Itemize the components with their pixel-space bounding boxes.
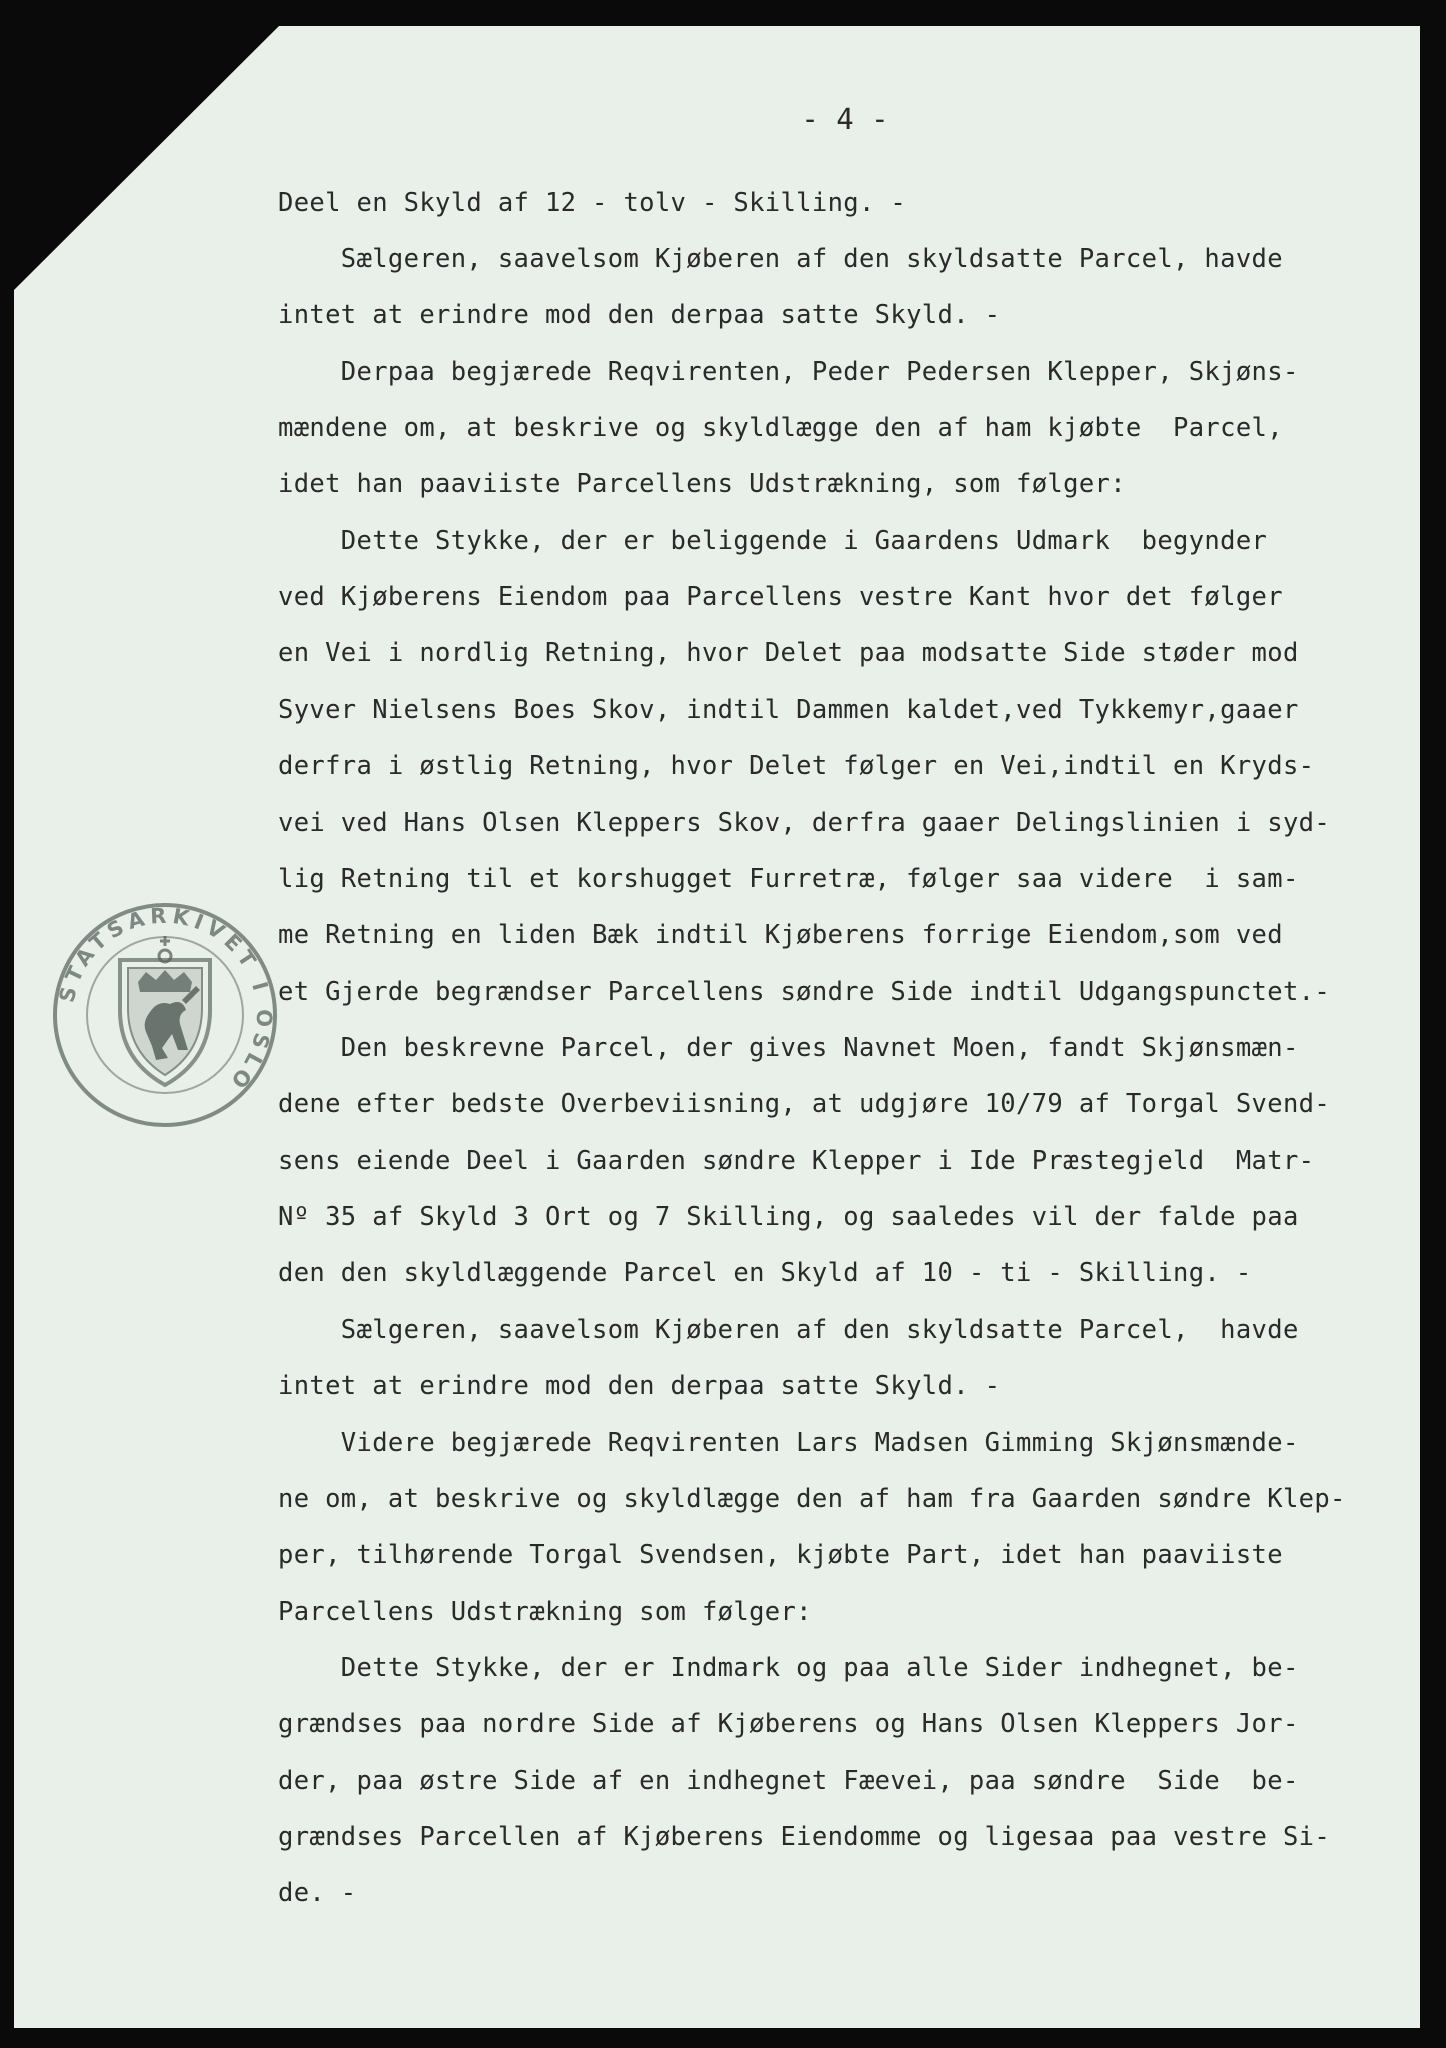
text-line: Den beskrevne Parcel, der gives Navnet Moen, fandt Skjønsmæn-: [278, 1033, 1299, 1063]
text-line: per, tilhørende Torgal Svendsen, kjøbte Part, idet han paaviiste: [278, 1540, 1283, 1570]
text-line: vei ved Hans Olsen Kleppers Skov, derfra gaaer Delingslinien i syd-: [278, 808, 1331, 838]
text-line: me Retning en liden Bæk indtil Kjøberens forrige Eiendom,som ved: [278, 920, 1283, 950]
stamp-text: STATSARKIVET I OSLO: [54, 903, 277, 1097]
text-line: Syver Nielsens Boes Skov, indtil Dammen kaldet,ved Tykkemyr,gaaer: [278, 695, 1299, 725]
text-line: et Gjerde begrændser Parcellens søndre Side indtil Udgangspunctet.-: [278, 977, 1331, 1007]
text-line: grændses Parcellen af Kjøberens Eiendomme og ligesaa paa vestre Si-: [278, 1822, 1331, 1852]
text-line: Sælgeren, saavelsom Kjøberen af den skyldsatte Parcel, havde: [278, 1315, 1299, 1345]
text-line: Nº 35 af Skyld 3 Ort og 7 Skilling, og saaledes vil der falde paa: [278, 1202, 1299, 1232]
text-line: dene efter bedste Overbeviisning, at udgjøre 10/79 af Torgal Svend-: [278, 1089, 1331, 1119]
text-line: idet han paaviiste Parcellens Udstrækning, som følger:: [278, 469, 1126, 499]
text-line: Videre begjærede Reqvirenten Lars Madsen Gimming Skjønsmænde-: [278, 1428, 1299, 1458]
text-line: den den skyldlæggende Parcel en Skyld af 10 - ti - Skilling. -: [278, 1258, 1252, 1288]
text-line: derfra i østlig Retning, hvor Delet følger en Vei,indtil en Kryds-: [278, 751, 1315, 781]
text-line: mændene om, at beskrive og skyldlægge den af ham kjøbte Parcel,: [278, 413, 1283, 443]
text-line: ved Kjøberens Eiendom paa Parcellens vestre Kant hvor det følger: [278, 582, 1283, 612]
text-line: sens eiende Deel i Gaarden søndre Klepper i Ide Præstegjeld Matr-: [278, 1146, 1315, 1176]
archive-seal-icon: [50, 900, 280, 1130]
text-line: lig Retning til et korshugget Furretræ, følger saa videre i sam-: [278, 864, 1299, 894]
text-line: Dette Stykke, der er Indmark og paa alle Sider indhegnet, be-: [278, 1653, 1299, 1683]
text-line: Parcellens Udstrækning som følger:: [278, 1597, 812, 1627]
text-line: grændses paa nordre Side af Kjøberens og Hans Olsen Kleppers Jor-: [278, 1709, 1299, 1739]
text-line: Derpaa begjærede Reqvirenten, Peder Pedersen Klepper, Skjøns-: [278, 357, 1299, 387]
text-line: ne om, at beskrive og skyldlægge den af ham fra Gaarden søndre Klep-: [278, 1484, 1346, 1514]
text-line: Dette Stykke, der er beliggende i Gaardens Udmark begynder: [278, 526, 1268, 556]
text-line: intet at erindre mod den derpaa satte Skyld. -: [278, 1371, 1001, 1401]
text-line: der, paa østre Side af en indhegnet Fæevei, paa søndre Side be-: [278, 1766, 1299, 1796]
text-line: en Vei i nordlig Retning, hvor Delet paa modsatte Side støder mod: [278, 638, 1299, 668]
text-line: de. -: [278, 1878, 357, 1908]
text-line: Sælgeren, saavelsom Kjøberen af den skyldsatte Parcel, havde: [278, 244, 1283, 274]
text-line: Deel en Skyld af 12 - tolv - Skilling. -: [278, 188, 907, 218]
archive-stamp: [50, 900, 280, 1130]
text-line: intet at erindre mod den derpaa satte Skyld. -: [278, 300, 1001, 330]
page-number: - 4 -: [801, 102, 889, 136]
